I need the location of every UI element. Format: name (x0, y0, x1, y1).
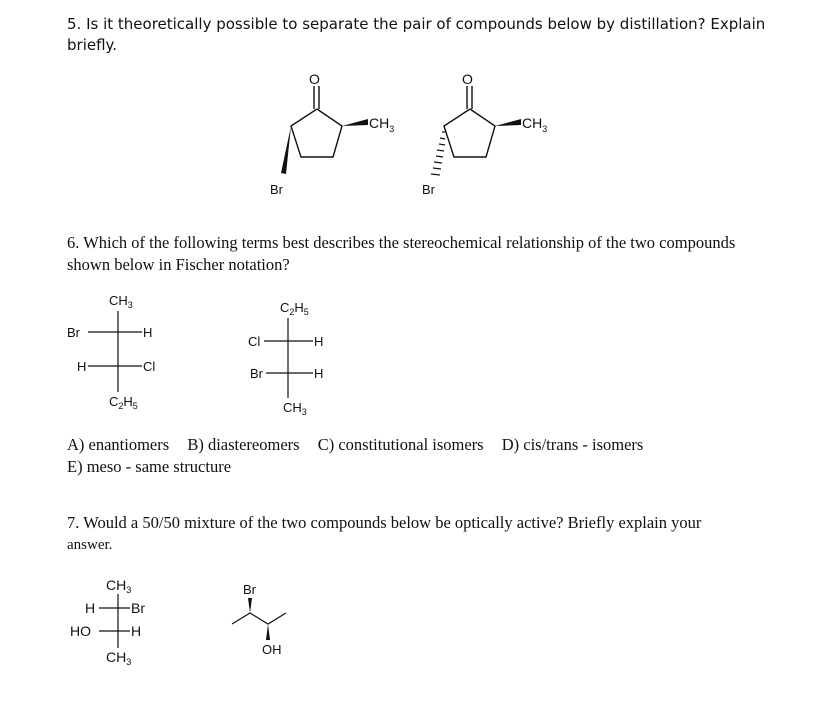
option-c: C) constitutional isomers (317, 435, 484, 454)
q6-f1-bottom: $C_2H_5$ (109, 394, 138, 411)
option-a: A) enantiomers (67, 435, 170, 454)
q5-m2-methyl: $CH_3$ (522, 115, 548, 134)
q6-f1-right1: H (143, 325, 153, 340)
q7-f-bottom: $CH_3$ (106, 649, 132, 667)
option-d: D) cis/trans - isomers (501, 435, 644, 454)
q7-f-right1: Br (131, 600, 145, 616)
q5-m1-methyl: $CH_3$ (369, 115, 395, 134)
q7-fischer (99, 594, 130, 648)
q6-f1-left2: H (77, 359, 87, 374)
q6-f1-top: $CH_3$ (109, 293, 133, 310)
question-7-line2: answer. (67, 537, 113, 553)
q6-f1-left1: Br (67, 325, 80, 340)
q7-zigzag-bromo: Br (243, 582, 256, 597)
q6-f2-left1: Cl (248, 334, 261, 349)
q5-m2-oxygen: O (462, 71, 473, 87)
q5-m1-bromo: Br (270, 182, 283, 197)
q6-f1-right2: Cl (143, 359, 156, 374)
q6-f2-top: $C_2H_5$ (280, 300, 309, 317)
q6-f2-right2: H (314, 366, 324, 381)
q6-fischer-2 (264, 318, 313, 398)
q7-f-left1: H (85, 600, 96, 616)
q7-f-top: $CH_3$ (106, 577, 132, 595)
q6-f2-right1: H (314, 334, 324, 349)
question-6-text: 6. Which of the following terms best describes the stereochemical relationship of the two compounds shown below in Fischer notation? (67, 233, 736, 274)
option-e: E) meso - same structure (67, 457, 232, 476)
q5-molecule-1 (281, 86, 368, 174)
q5-molecule-2 (431, 86, 521, 175)
q6-f2-bottom: $CH_3$ (283, 400, 307, 417)
q6-f2-left2: Br (250, 366, 263, 381)
q5-m2-bromo: Br (422, 182, 435, 197)
q6-fischer-1 (88, 311, 142, 392)
q7-f-right2: H (131, 623, 142, 639)
option-b: B) diastereomers (187, 435, 300, 454)
q5-m1-oxygen: O (309, 71, 320, 87)
question-7-line1: 7. Would a 50/50 mixture of the two compounds below be optically active? Briefly explain your (67, 513, 702, 532)
q7-f-left2: HO (70, 623, 91, 639)
q7-zigzag (232, 598, 286, 640)
question-5-text: 5. Is it theoretically possible to separate the pair of compounds below by distillation? Explain briefly. (67, 15, 766, 54)
q7-zigzag-hydroxyl: OH (262, 642, 282, 657)
